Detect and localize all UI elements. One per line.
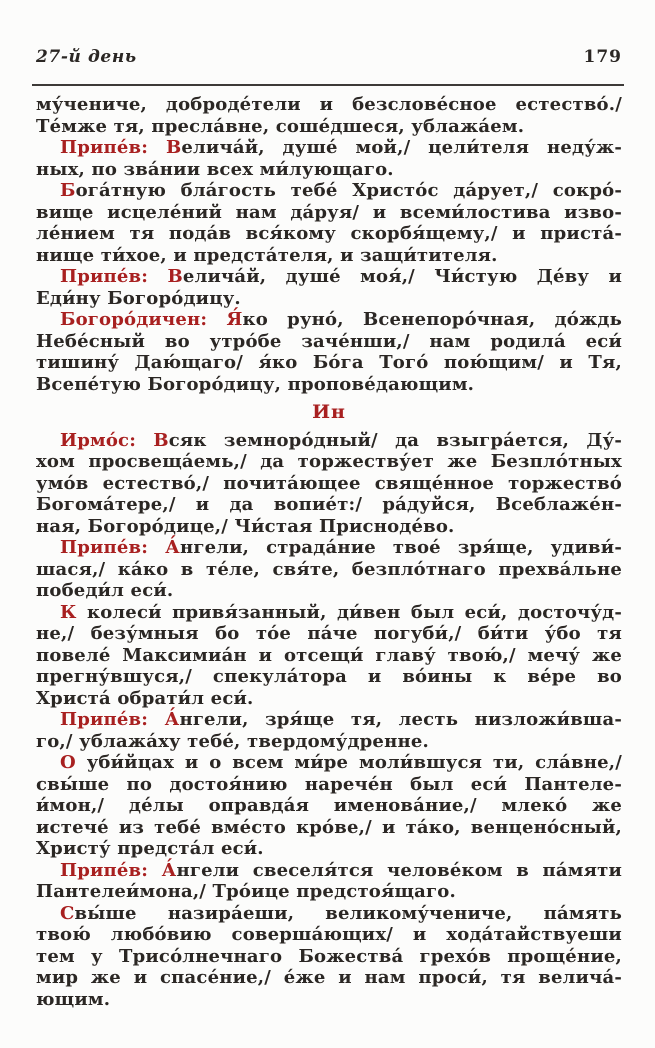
text-segment: Христа́ обрати́л еси́. [36,687,254,709]
text-segment: твою́ любо́вию соверша́ющих/ и хода́тайствуеши [36,924,622,945]
text-line [36,473,622,495]
text-line [36,795,622,817]
text-line [36,137,622,159]
text-segment: елича́й, душе́ мой,/ цели́теля неду́ж- [181,137,622,158]
rubric-text: Ирмо́с: В [60,429,169,451]
text-line [36,580,622,602]
body-text [36,94,622,1010]
text-segment: вище исцеле́ний нам да́руя/ и всеми́лостива изво- [36,201,622,223]
text-segment: Всепе́тую Богоро́дицу, пропове́дающим. [36,373,475,395]
text-segment: тем у Трисо́лнечнаго Божества́ грехо́в проще́ние, [36,945,622,967]
text-line [36,924,622,946]
text-line [36,623,622,645]
text-segment: ющим. [36,988,111,1010]
text-segment: ная, Богоро́дице,/ Чи́стая Присноде́во. [36,515,455,537]
text-segment: умо́в естество́,/ почита́ющее свяще́нное торжество́ [36,472,622,494]
text-segment: нгели свеселя́тся челове́ком в па́мяти [176,859,622,881]
text-line [36,774,622,796]
page-header [36,47,622,67]
text-segment: Богома́тере,/ и да вопие́т:/ ра́дуйся, Всеблаже́н- [36,494,622,515]
rubric-text: Припе́в: А́ [60,859,177,881]
text-segment: тишину́ Даю́щаго/ я́ко Бо́га Того́ пою́щим/ и Тя, [36,352,622,373]
rubric-text: Припе́в: В [60,137,182,158]
text-line [36,860,622,882]
text-line [36,967,622,989]
text-line [36,451,622,473]
text-line [36,666,622,688]
text-line [36,331,622,353]
text-line [36,430,622,452]
text-segment: не,/ безу́мныя бо то́е па́че погуби́,/ би́ти у́бо тя [36,623,622,644]
text-segment: шася,/ ка́ко в те́ле, свя́те, безпло́тнаго прехва́льне [36,558,622,580]
text-segment: мир же и спасе́ние,/ е́же и нам проси́, тя велича́- [36,967,622,988]
text-segment: Те́мже тя, пресла́вне, соше́дшеся, ублажа́ем. [36,115,525,137]
rubric-text: Припе́в: А́ [60,709,180,730]
text-segment: уби́йцах и о всем ми́ре моли́вшуся ти, сла́вне,/ [75,752,622,773]
text-line [36,180,622,202]
text-segment: колеси́ привя́занный, ди́вен был еси́, досточу́д- [76,601,622,623]
text-segment: ога́тную бла́гость тебе́ Христо́с да́рует,/ сокро́- [75,180,622,201]
text-segment: вы́ше назира́еши, великому́чениче, па́мять [74,902,622,924]
text-line [36,989,622,1011]
text-segment: нище ти́хое, и предста́теля, и защи́тителя. [36,244,498,266]
text-line [36,903,622,925]
text-segment: Еди́ну Богоро́дицу. [36,287,241,309]
text-line [36,223,622,245]
text-segment: свы́ше по достоя́нию нарече́н был еси́ Пантеле- [36,773,622,795]
text-segment: ле́нием тя пода́в вся́кому скорбя́щему,/ и приста́- [36,223,622,244]
text-line [36,159,622,181]
text-segment: повеле́ Максимиа́н и отсещи́ главу́ твою́,/ мечу́ же [36,644,622,666]
text-segment: елича́й, душе́ моя́,/ Чи́стую Де́ву и [182,266,622,287]
text-line [36,602,622,624]
rubric-text: О [60,752,76,773]
day-label: 27-й день [36,47,137,67]
text-line [36,645,622,667]
page-number: 179 [583,47,622,67]
text-line [36,288,622,310]
text-segment: Пантелеи́мона,/ Тро́ице предстоя́щаго. [36,881,456,902]
rubric-text: К [60,601,77,623]
header-rule [32,84,624,86]
text-line [36,817,622,839]
text-segment: победи́л еси́. [36,580,174,601]
section-heading [36,402,622,424]
rubric-text: Ин [312,401,346,423]
text-line [36,559,622,581]
rubric-text: Б [60,180,76,201]
rubric-text: Припе́в: В [60,266,183,287]
text-segment: Небе́сный во утро́бе заче́нши,/ нам родила́ еси́ [36,330,622,352]
text-segment: нгели, зря́ще тя, лесть низложи́вша- [179,709,622,730]
rubric-text: Богоро́дичен: Я́ [60,309,243,330]
text-segment: нгели, страда́ние твое́ зря́ще, удиви́- [179,537,622,558]
text-line [36,731,622,753]
text-segment: Христу́ предста́л еси́. [36,838,264,859]
text-segment: прегну́вшуся,/ спекула́тора и во́ины к ве́ре во [36,666,622,687]
text-line [36,245,622,267]
rubric-text: С [60,902,75,924]
text-segment: му́чениче, доброде́тели и безслове́сное естество́./ [36,94,622,115]
text-line [36,374,622,396]
text-line [36,94,622,116]
text-line [36,116,622,138]
text-segment: и́мон,/ де́лы оправда́я именова́ние,/ млеко́ же [36,795,622,816]
text-line [36,352,622,374]
text-line [36,202,622,224]
text-segment: го,/ ублажа́ху тебе́, твердому́дренне. [36,730,429,752]
text-line [36,266,622,288]
text-line [36,688,622,710]
text-line [36,494,622,516]
text-line [36,709,622,731]
text-segment: ко руно́, Всенепоро́чная, до́ждь [242,309,623,330]
text-line [36,537,622,559]
text-line [36,516,622,538]
text-segment: истече́ из тебе́ вме́сто кро́ве,/ и та́ко, венцено́сный, [36,816,622,838]
text-segment: сяк земноро́дный/ да взыгра́ется, Ду́- [168,429,623,451]
rubric-text: Припе́в: А́ [60,537,180,558]
text-line [36,309,622,331]
text-segment: хом просвеща́емь,/ да торжеству́ет же Безпло́тных [36,451,622,472]
text-line [36,946,622,968]
text-line [36,838,622,860]
text-line [36,881,622,903]
text-segment: ных, по зва́нии всех ми́лующаго. [36,158,394,180]
text-line [36,752,622,774]
